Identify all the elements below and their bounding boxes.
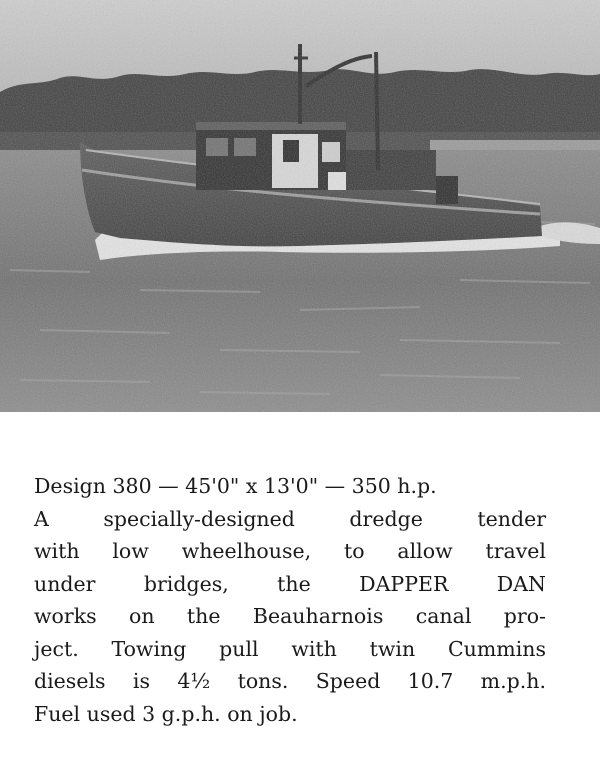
caption-line-5: works on the Beauharnois canal pro- <box>34 604 546 628</box>
caption-line-8: Fuel used 3 g.p.h. on job. <box>34 701 298 726</box>
caption-line-3: with low wheelhouse, to allow travel <box>34 539 546 563</box>
caption-line-6: ject. Towing pull with twin Cummins <box>34 636 546 661</box>
caption-line-4: under bridges, the DAPPER DAN <box>34 571 546 596</box>
design-caption <box>34 470 546 730</box>
caption-line-2: A specially-designed dredge tender <box>34 506 546 531</box>
caption-line-7: diesels is 4½ tons. Speed 10.7 m.p.h. <box>34 669 546 693</box>
caption-line-1: Design 380 — 45'0" x 13'0" — 350 h.p. <box>34 474 437 498</box>
